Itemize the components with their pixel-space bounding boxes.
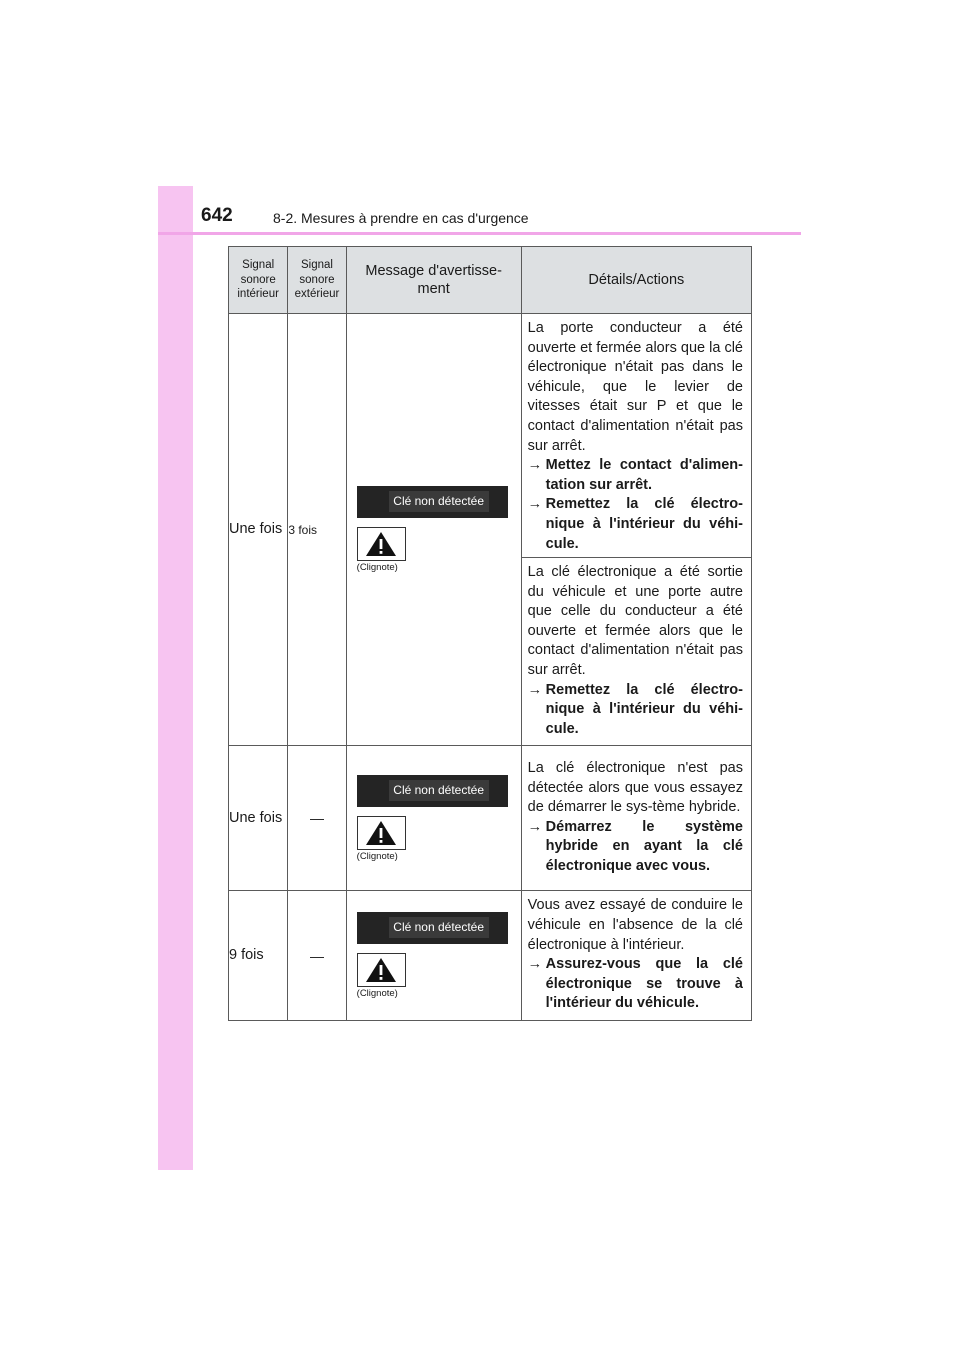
warning-display: [347, 775, 521, 862]
flash-label: (Clignote): [356, 562, 398, 574]
side-tab-strip: [158, 186, 193, 1170]
page-number: 642: [201, 205, 233, 226]
table-row: [229, 891, 752, 1021]
warning-triangle-icon: [357, 527, 406, 561]
table-row: [229, 746, 752, 891]
exterior-signal-cell: 3 fois: [288, 314, 346, 746]
arrow-right-icon: →: [527, 956, 543, 973]
warning-table: [228, 246, 752, 1021]
display-message-text: Clé non détectée: [389, 917, 489, 938]
display-message-bar: [357, 486, 508, 518]
table-header-row: [229, 247, 752, 314]
action-text: Remettez la clé électro-nique à l'intérieur du véhi-cule.: [545, 496, 743, 552]
exterior-signal-cell: —: [288, 746, 346, 891]
exterior-signal-cell: —: [288, 891, 346, 1021]
action-item: [528, 818, 743, 877]
details-text: La clé électronique a été sortie du véhicule et une porte autre que celle du conducteur a été ouverte et fermée alors que le contact d'alimentation n'était pas sur arrêt.: [527, 564, 743, 678]
section-title: 8-2. Mesures à prendre en cas d'urgence: [273, 210, 529, 226]
details-text: La porte conducteur a été ouverte et fermée alors que la clé électronique n'était pas dans le véhicule, que le levier de vitesses était sur P et que le contact d'alimentation n'était pas sur arrêt.: [527, 320, 743, 454]
interior-signal-cell: 9 fois: [229, 891, 288, 1021]
warning-message-cell: [346, 314, 521, 746]
details-cell: [521, 746, 751, 891]
display-message-bar: [357, 775, 508, 807]
arrow-right-icon: →: [527, 818, 543, 835]
action-item: [528, 495, 743, 554]
details-cell: [521, 891, 751, 1021]
header-warning-message: Message d'avertisse-ment: [346, 247, 521, 314]
arrow-right-icon: →: [527, 496, 543, 513]
action-item: [528, 681, 743, 740]
details-cell: [521, 314, 751, 746]
warning-display: [347, 912, 521, 999]
table-row: [229, 314, 752, 746]
header-interior-signal: Signal sonore intérieur: [229, 247, 288, 314]
flash-label: (Clignote): [356, 988, 398, 1000]
flash-label: (Clignote): [356, 850, 398, 862]
display-message-text: Clé non détectée: [389, 780, 489, 801]
details-block: [522, 891, 751, 1020]
warning-triangle-icon: [357, 953, 406, 987]
action-text: Démarrez le système hybride en ayant la clé électronique avec vous.: [545, 818, 743, 875]
details-text: Vous avez essayé de conduire le véhicule en l'absence de la clé électronique à l'intérieur.: [527, 897, 743, 953]
action-item: [528, 955, 743, 1014]
details-text: La clé électronique n'est pas détectée alors que vous essayez de démarrer le sys-tème hybride.: [527, 760, 743, 816]
header-details-actions: Détails/Actions: [521, 247, 751, 314]
details-block: [522, 754, 751, 883]
action-item: [528, 456, 743, 495]
header-exterior-signal: Signal sonore extérieur: [288, 247, 346, 314]
warning-display: [347, 486, 521, 573]
warning-message-cell: [346, 746, 521, 891]
arrow-right-icon: →: [527, 681, 543, 698]
interior-signal-cell: Une fois: [229, 314, 288, 746]
action-text: Remettez la clé électro-nique à l'intérieur du véhi-cule.: [545, 681, 743, 737]
action-text: Assurez-vous que la clé électronique se trouve à l'intérieur du véhicule.: [545, 956, 743, 1012]
arrow-right-icon: →: [527, 457, 543, 474]
details-block: [522, 557, 751, 745]
header-rule: [158, 232, 801, 235]
details-block: [522, 314, 751, 557]
interior-signal-cell: Une fois: [229, 746, 288, 891]
warning-triangle-icon: [357, 816, 406, 850]
display-message-text: Clé non détectée: [389, 491, 489, 512]
warning-message-cell: [346, 891, 521, 1021]
action-text: Mettez le contact d'alimen-tation sur arrêt.: [545, 457, 743, 493]
display-message-bar: [357, 912, 508, 944]
